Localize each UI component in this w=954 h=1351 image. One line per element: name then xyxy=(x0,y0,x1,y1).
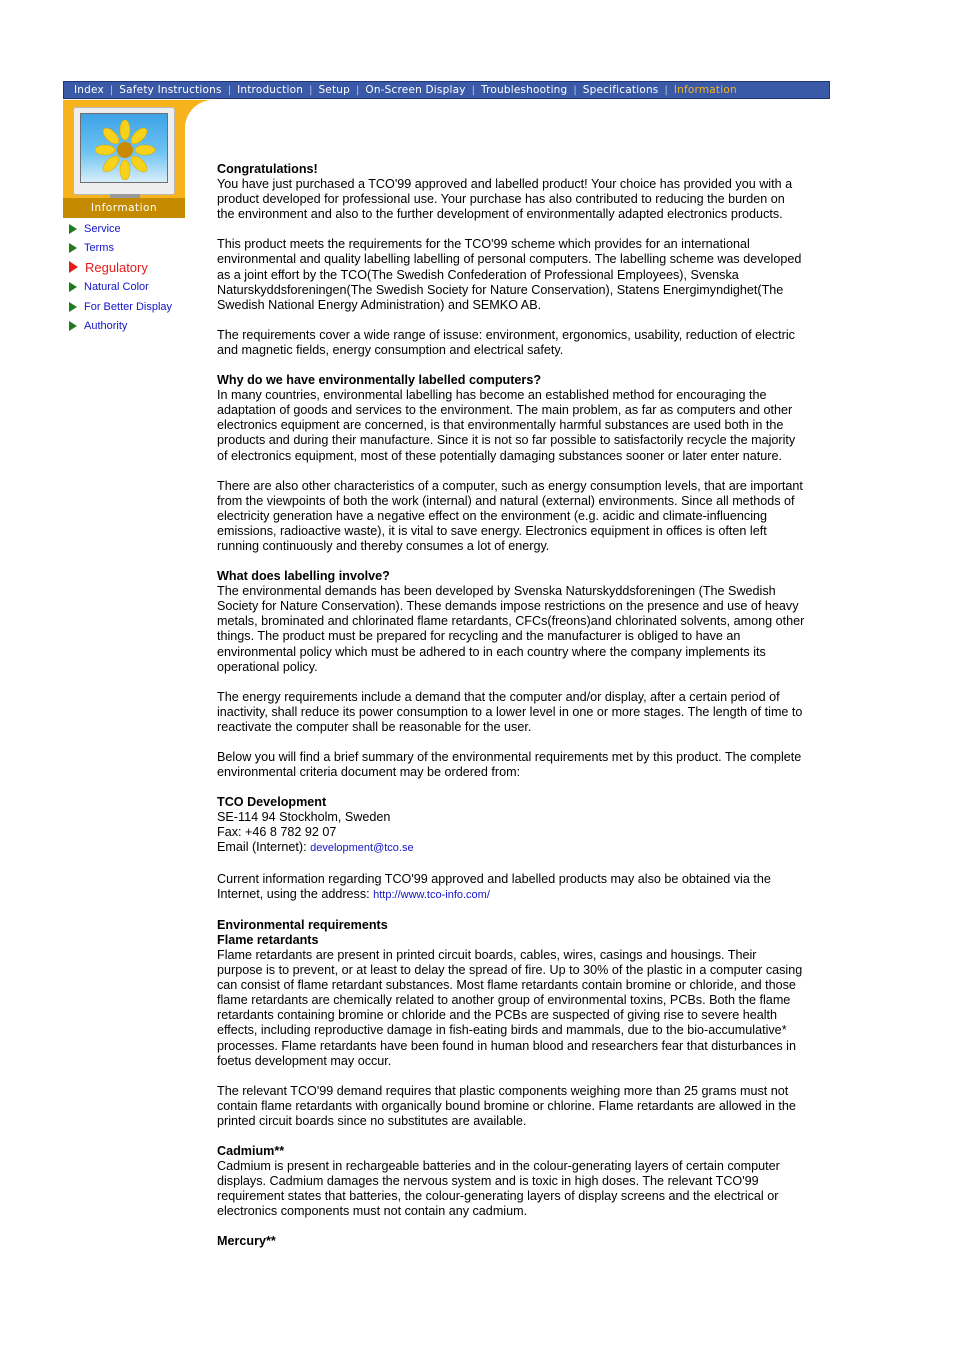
nav-separator: | xyxy=(109,84,114,96)
sidebar-item-regulatory[interactable] xyxy=(69,257,194,277)
nav-introduction[interactable]: Introduction xyxy=(237,84,304,96)
tco-address: SE-114 94 Stockholm, Sweden xyxy=(217,810,391,825)
sidebar-item-service[interactable] xyxy=(69,219,194,239)
arrow-right-icon xyxy=(69,224,77,234)
paragraph-text: Cadmium is present in rechargeable batteries and in the colour-generating layers of certain computer displays. Cadmium damages the nervous system and is toxic in high doses. The relevant TCO'99 requirement states that batteries, the colour-generating layers of display screens and the electrical or electronics components must not contain any cadmium. xyxy=(217,1159,780,1219)
sidebar-item-for-better-display[interactable] xyxy=(69,297,194,316)
paragraph-text: Flame retardants are present in printed circuit boards, cables, wires, casings and housings. Their purpose is to prevent, or at least to delay the spread of fire. Up to 30% of the plastic in a computer casing can consist of flame retardant substances. Most flame retardants contain bromine or chloride, and those flame retardants are chemically related to another group of environmental toxins, PCBs. Both the flame retardants containing bromine or chloride and the PCBs are suspected of giving rise to severe health effects, including reproductive damage in fish-eating birds and mammals, due to the bio-accumulative* processes. Flame retardants have been found in human blood and researchers fear that disturbances in foetus development may occur. xyxy=(217,947,803,1068)
paragraph-text: You have just purchased a TCO'99 approved and labelled product! Your choice has provided you with a product developed for professional use. Your purchase has also contributed to reducing the burden on the environment and also to the further development of environmentally adapted electronics products. xyxy=(217,177,793,222)
arrow-right-icon xyxy=(69,261,78,273)
nav-separator: | xyxy=(309,84,313,96)
current-info xyxy=(217,872,805,903)
nav-setup[interactable]: Setup xyxy=(318,84,350,96)
nav-separator: | xyxy=(471,84,475,96)
nav-separator: | xyxy=(227,84,232,96)
nav-safety-instructions[interactable]: Safety Instructions xyxy=(119,84,222,96)
sidebar-item-natural-color[interactable] xyxy=(69,277,194,297)
monitor-image xyxy=(73,107,175,195)
sidebar-menu xyxy=(69,219,194,335)
tco-fax: Fax: +46 8 782 92 07 xyxy=(217,825,337,840)
sidebar-item-label: For Better Display xyxy=(84,300,173,313)
nav-troubleshooting[interactable]: Troubleshooting xyxy=(481,84,568,96)
nav-index[interactable]: Index xyxy=(74,84,104,96)
nav-information[interactable]: Information xyxy=(673,84,737,96)
top-nav xyxy=(63,81,830,99)
section-heading: TCO Development xyxy=(217,795,327,810)
paragraph-text: The energy requirements include a demand that the computer and/or display, after a certain period of inactivity, shall reduce its power consumption to a lower level in one or more stages. The length of time to reactivate the computer shall be reasonable for the user. xyxy=(217,689,803,734)
sidebar-item-authority[interactable] xyxy=(69,316,194,335)
sidebar-item-label: Service xyxy=(84,223,121,235)
arrow-right-icon xyxy=(69,321,77,331)
section-heading: Cadmium** xyxy=(217,1143,285,1158)
cadmium-section xyxy=(217,1144,805,1219)
paragraph-text: Below you will find a brief summary of the environmental requirements met by this product. The complete environmental criteria document may be ordered from: xyxy=(217,750,802,780)
sunflower-icon xyxy=(95,120,155,180)
section-heading: Why do we have environmentally labelled computers? xyxy=(217,373,542,388)
paragraph-text: The relevant TCO'99 demand requires that plastic components weighing more than 25 grams must not contain flame retardants with organically bound bromine or chlorine. Flame retardants are allowed in the printed circuit boards since no substitutes are available. xyxy=(217,1083,796,1128)
nav-separator: | xyxy=(664,84,668,96)
sidebar-item-terms[interactable] xyxy=(69,239,194,257)
tco-email-label: Email (Internet): xyxy=(217,840,311,855)
nav-on-screen-display[interactable]: On-Screen Display xyxy=(365,84,466,96)
nav-specifications[interactable]: Specifications xyxy=(582,84,659,96)
nav-separator: | xyxy=(356,84,360,96)
sidebar-title: Information xyxy=(63,198,185,218)
sidebar-item-label: Authority xyxy=(84,319,128,332)
paragraph-text: The requirements cover a wide range of issuse: environment, ergonomics, usability, reduction of electric and magnetic fields, energy consumption and electrical safety. xyxy=(217,327,795,357)
paragraph-text: This product meets the requirements for the TCO'99 scheme which provides for an international environmental and quality labelling labelling of personal computers. The labelling scheme was developed as a joint effort by the TCO(The Swedish Confederation of Professional Employees), Svenska Naturskyddsforeningen(The Swedish Society for Nature Conservation), Statens Energimyndighet(The Swedish National Energy Administration) and SEMKO AB. xyxy=(217,237,802,312)
monitor-screen xyxy=(80,113,168,183)
paragraph-text: The environmental demands has been developed by Svenska Naturskyddsforeningen (The Swedish Society for Nature Conservation). These demands impose restrictions on the presence and use of heavy metals, brominated and chlorinated flame retardants, CFCs(freons)and chlorinated solvents, among other things. The product must be prepared for recycling and the manufacturer is obliged to have an environmental policy which must be adhered to in each country where the company implements its operational policy. xyxy=(217,584,805,674)
congrats-section xyxy=(217,162,805,222)
paragraph-text: In many countries, environmental labelling has become an established method for encouraging the adaptation of goods and services to the environment. The main problem, as far as computers and other electronics equipment are concerned, is that environmentally harmful substances are used both in the products and during their manufacture. Since it is not so far possible to satisfactorily recycle the majority of electronics equipment, most of these potentially damaging substances sooner or later enter nature. xyxy=(217,388,796,463)
what-section xyxy=(217,569,805,675)
why-section xyxy=(217,373,805,464)
subsection-heading: Flame retardants xyxy=(217,932,319,947)
section-heading: Mercury** xyxy=(217,1234,276,1249)
panel-curve-decoration xyxy=(185,100,213,130)
section-heading: Congratulations! xyxy=(217,162,318,176)
mercury-section xyxy=(217,1234,805,1249)
arrow-right-icon xyxy=(69,282,77,292)
sidebar-item-label: Terms xyxy=(84,242,114,254)
arrow-right-icon xyxy=(69,243,77,253)
nav-separator: | xyxy=(573,84,577,96)
paragraph-text: There are also other characteristics of a computer, such as energy consumption levels, that are important from the viewpoints of both the work (internal) and natural (external) environments. Since all methods of electricity generation have a negative effect on the environment (e.g. acidic and climate-influencing emissions, radioactive waste), it is vital to save energy. Electronics equipment in offices is often left running continuously and thereby consumes a lot of energy. xyxy=(217,478,803,553)
sidebar-item-label: Regulatory xyxy=(85,259,148,275)
sidebar-item-label: Natural Color xyxy=(84,281,149,293)
paragraph-text: Current information regarding TCO'99 approved and labelled products may also be obtained via the Internet, using the address: xyxy=(217,871,771,901)
section-heading: What does labelling involve? xyxy=(217,569,390,584)
tco-email-link[interactable]: development@tco.se xyxy=(310,842,414,855)
tco-contact xyxy=(217,795,805,856)
arrow-right-icon xyxy=(69,302,77,312)
tco-website-link[interactable]: http://www.tco-info.com/ xyxy=(373,888,490,901)
section-heading: Environmental requirements xyxy=(217,917,388,932)
main-content xyxy=(217,162,805,1265)
flame-section xyxy=(217,918,805,1069)
